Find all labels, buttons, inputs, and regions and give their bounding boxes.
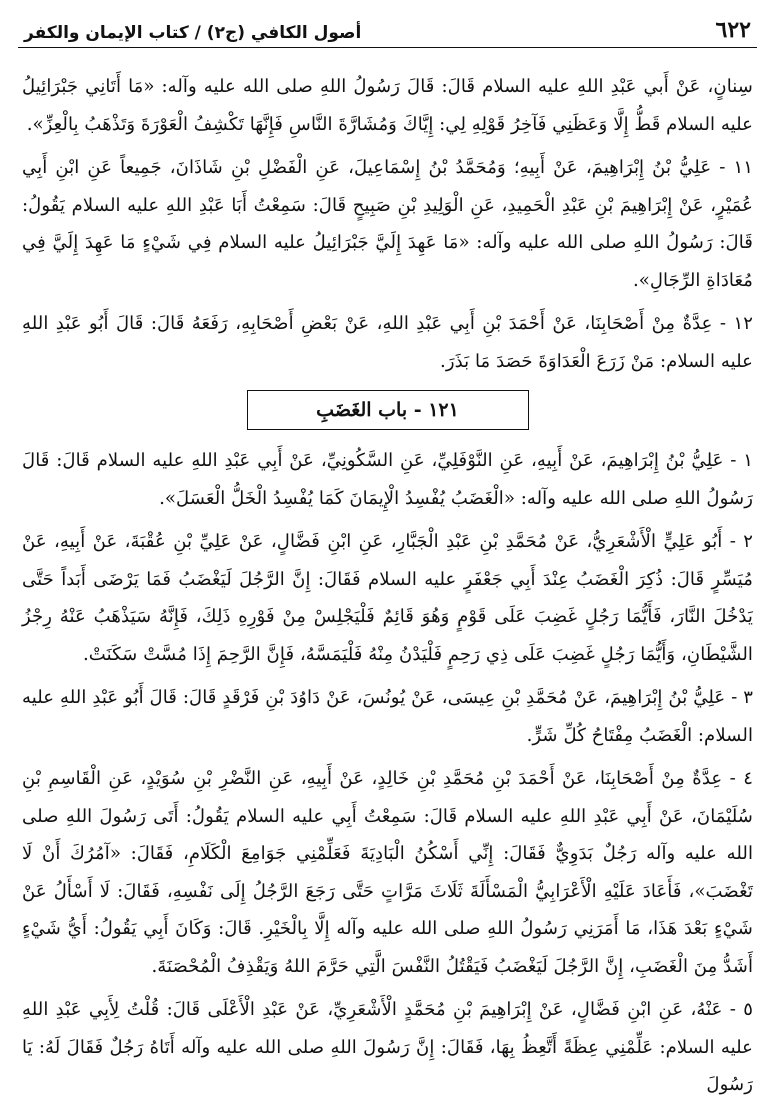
page-content — [18, 48, 757, 1104]
chapter-heading: ١٢١ - باب الغَضَبِ — [247, 390, 529, 430]
hadith-paragraph: ٥ - عَنْهُ، عَنِ ابْنِ فَضَّالٍ، عَنْ إِبْرَاهِيمَ بْنِ مُحَمَّدٍ الْأَشْعَرِيِّ، عَنْ عَبْدِ الْأَعْلَى قَالَ: قُلْتُ لِأَبِي عَبْدِ اللهِ عليه السلام: عَلِّمْنِي عِظَةً أَتَّعِظُ بِهَا، فَقَالَ: إِنَّ رَسُولَ اللهِ صلى الله عليه وآله أَتَاهُ رَجُلٌ فَقَالَ لَهُ: يَا رَسُولَ — [22, 999, 753, 1095]
hadith-paragraph: ٢ - أَبُو عَلِيٍّ الْأَشْعَرِيُّ، عَنْ مُحَمَّدِ بْنِ عَبْدِ الْجَبَّارِ، عَنِ ابْنِ فَضَّالٍ، عَنْ عَلِيِّ بْنِ عُقْبَةَ، عَنْ أَبِيهِ، عَنْ مُيَسِّرٍ قَالَ: ذُكِرَ الْغَضَبُ عِنْدَ أَبِي جَعْفَرٍ عليه السلام فَقَالَ: إِنَّ الرَّجُلَ لَيَغْضَبُ فَمَا يَرْضَى أَبَداً حَتَّى يَدْخُلَ النَّارَ، فَأَيُّمَا رَجُلٍ غَضِبَ عَلَى قَوْمٍ وَهُوَ قَائِمٌ فَلْيَجْلِسْ مِنْ فَوْرِهِ ذَلِكَ، فَإِنَّهُ سَيَذْهَبُ عَنْهُ رِجْزُ الشَّيْطَانِ، وَأَيُّمَا رَجُلٍ غَضِبَ عَلَى ذِي رَحِمٍ فَلْيَدْنُ مِنْهُ فَلْيَمَسَّهُ، فَإِنَّ الرَّحِمَ إِذَا مُسَّتْ سَكَنَتْ. — [22, 531, 753, 665]
chapter-heading-wrap — [22, 390, 753, 430]
hadith-paragraph: ١٢ - عِدَّةٌ مِنْ أَصْحَابِنَا، عَنْ أَحْمَدَ بْنِ أَبِي عَبْدِ اللهِ، عَنْ بَعْضِ أَصْحَابِهِ، رَفَعَهُ قَالَ: قَالَ أَبُو عَبْدِ اللهِ عليه السلام: مَنْ زَرَعَ الْعَدَاوَةَ حَصَدَ مَا بَذَرَ. — [22, 313, 753, 372]
book-title: أصول الكافي (ج٢) / كتاب الإيمان والكفر — [24, 23, 362, 43]
book-page — [18, 14, 757, 1104]
hadith-paragraph: ١١ - عَلِيُّ بْنُ إِبْرَاهِيمَ، عَنْ أَبِيهِ؛ وَمُحَمَّدُ بْنُ إِسْمَاعِيلَ، عَنِ الْفَضْلِ بْنِ شَاذَانَ، جَمِيعاً عَنِ ابْنِ أَبِي عُمَيْرٍ، عَنْ إِبْرَاهِيمَ بْنِ عَبْدِ الْحَمِيدِ، عَنِ الْوَلِيدِ بْنِ صَبِيحٍ قَالَ: سَمِعْتُ أَبَا عَبْدِ اللهِ عليه السلام يَقُولُ: قَالَ: رَسُولُ اللهِ صلى الله عليه وآله: «مَا عَهِدَ إِلَيَّ جَبْرَائِيلُ عليه السلام فِي شَيْءٍ مَا عَهِدَ إِلَيَّ فِي مُعَادَاةِ الرِّجَالِ». — [22, 157, 753, 291]
hadith-paragraph: سِنانٍ، عَنْ أَبي عَبْدِ اللهِ عليه السلام قَالَ: قَالَ رَسُولُ اللهِ صلى الله عليه وآله: «مَا أَتَانِي جَبْرَائِيلُ عليه السلام قَطُّ إِلَّا وَعَظَنِي فَآخِرُ قَوْلِهِ لِي: إِيَّاكَ وَمُشَارَّةَ النَّاسِ فَإِنَّهَا تَكْشِفُ الْعَوْرَةَ وَتَذْهَبُ بِالْعِزِّ». — [22, 76, 753, 135]
hadith-paragraph: ٣ - عَلِيُّ بْنُ إِبْرَاهِيمَ، عَنْ مُحَمَّدِ بْنِ عِيسَى، عَنْ يُونُسَ، عَنْ دَاوُدَ بْنِ فَرْقَدٍ قَالَ: قَالَ أَبُو عَبْدِ اللهِ عليه السلام: الْغَضَبُ مِفْتَاحُ كُلِّ شَرٍّ. — [22, 687, 753, 746]
hadith-paragraph: ١ - عَلِيُّ بْنُ إِبْرَاهِيمَ، عَنْ أَبِيهِ، عَنِ النَّوْفَلِيِّ، عَنِ السَّكُونِيِّ، عَنْ أَبِي عَبْدِ اللهِ عليه السلام قَالَ: قَالَ رَسُولُ اللهِ صلى الله عليه وآله: «الْغَضَبُ يُفْسِدُ الْإِيمَانَ كَمَا يُفْسِدُ الْخَلُّ الْعَسَلَ». — [22, 450, 753, 509]
page-number: ٦٢٢ — [715, 17, 751, 43]
running-header — [18, 14, 757, 48]
hadith-paragraph: ٤ - عِدَّةٌ مِنْ أَصْحَابِنَا، عَنْ أَحْمَدَ بْنِ مُحَمَّدِ بْنِ خَالِدٍ، عَنْ أَبِيهِ، عَنِ النَّضْرِ بْنِ سُوَيْدٍ، عَنِ الْقَاسِمِ بْنِ سُلَيْمَانَ، عَنْ أَبِي عَبْدِ اللهِ عليه السلام قَالَ: سَمِعْتُ أَبِي عليه السلام يَقُولُ: أَتَى رَسُولَ اللهِ صلى الله عليه وآله رَجُلٌ بَدَوِيٌّ فَقَالَ: إِنِّي أَسْكُنُ الْبَادِيَةَ فَعَلِّمْنِي جَوَامِعَ الْكَلَامِ، فَقَالَ: «آمُرُكَ أَنْ لَا تَغْضَبَ»، فَأَعَادَ عَلَيْهِ الْأَعْرَابِيُّ الْمَسْأَلَةَ ثَلَاثَ مَرَّاتٍ حَتَّى رَجَعَ الرَّجُلُ إِلَى نَفْسِهِ، فَقَالَ: لَا أَسْأَلُ عَنْ شَيْءٍ بَعْدَ هَذَا، مَا أَمَرَنِي رَسُولُ اللهِ صلى الله عليه وآله إِلَّا بِالْخَيْرِ. قَالَ: وَكَانَ أَبِي يَقُولُ: أَيُّ شَيْءٍ أَشَدُّ مِنَ الْغَضَبِ، إِنَّ الرَّجُلَ لَيَغْضَبُ فَيَقْتُلُ النَّفْسَ الَّتِي حَرَّمَ اللهُ وَيَقْذِفُ الْمُحْصَنَةَ. — [22, 768, 753, 977]
